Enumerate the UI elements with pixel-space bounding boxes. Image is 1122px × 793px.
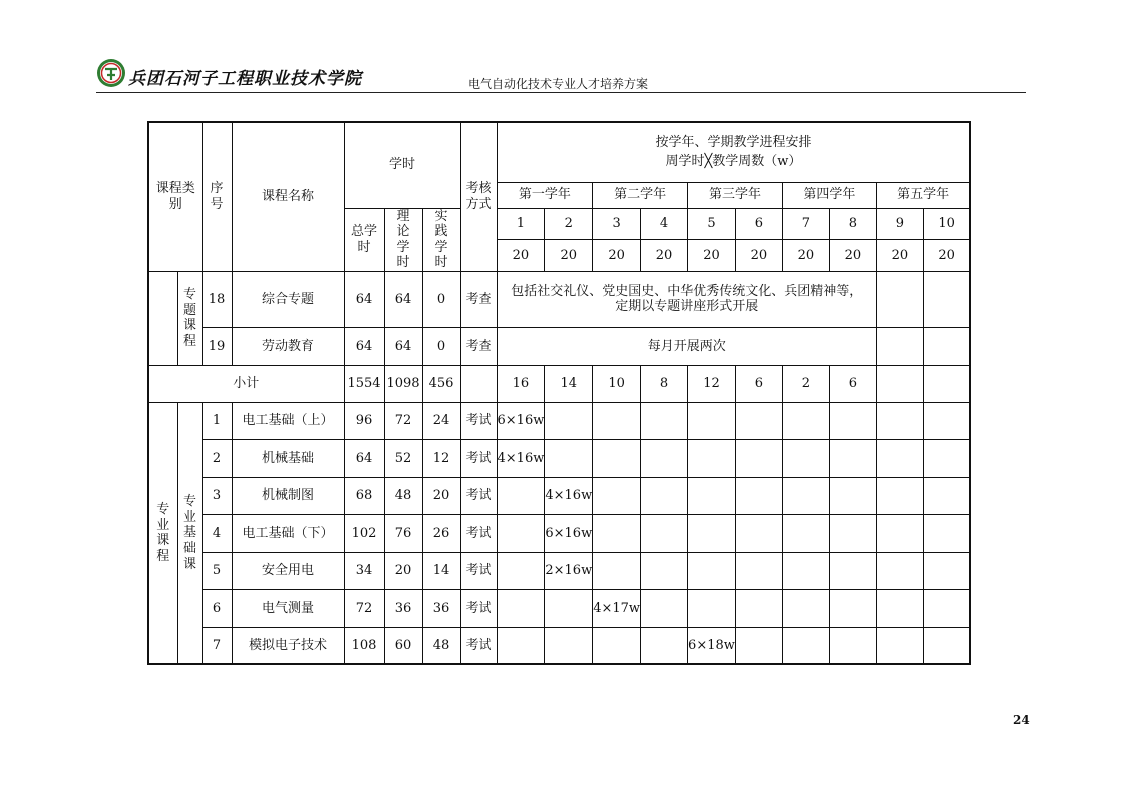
row-total-hours: 102 — [344, 514, 384, 552]
semester-cell — [782, 402, 829, 439]
semester-cell — [923, 271, 970, 327]
row-exam-method: 考试 — [460, 589, 497, 627]
row-course-name: 机械基础 — [232, 439, 344, 477]
header-weeks: 20 — [593, 240, 641, 272]
semester-cell — [545, 589, 593, 627]
semester-cell — [497, 589, 545, 627]
header-weeks: 20 — [923, 240, 970, 272]
sub-category-foundation: 专业基础课 — [177, 402, 202, 664]
row-seq: 2 — [202, 439, 232, 477]
subtotal-semester: 12 — [688, 365, 736, 402]
subtotal-semester: 8 — [641, 365, 688, 402]
semester-cell — [593, 477, 641, 514]
header-semester: 4 — [641, 208, 688, 240]
semester-cell — [735, 589, 782, 627]
header-weeks: 20 — [876, 240, 923, 272]
row-theory-hours: 76 — [384, 514, 422, 552]
header-semester: 1 — [497, 208, 545, 240]
semester-cell — [923, 589, 970, 627]
row-course-name: 安全用电 — [232, 552, 344, 589]
row-seq: 19 — [202, 327, 232, 365]
row-total-hours: 68 — [344, 477, 384, 514]
semester-cell — [876, 589, 923, 627]
header-weeks: 20 — [545, 240, 593, 272]
row-schedule-note: 每月开展两次 — [497, 327, 876, 365]
header-course-name: 课程名称 — [232, 122, 344, 271]
row-course-name: 电工基础（下） — [232, 514, 344, 552]
semester-cell — [782, 439, 829, 477]
semester-cell: 4×17w — [593, 589, 641, 627]
row-practice-hours: 36 — [422, 589, 460, 627]
semester-cell — [688, 589, 736, 627]
semester-cell — [641, 627, 688, 664]
semester-cell — [545, 402, 593, 439]
semester-cell — [735, 552, 782, 589]
semester-cell — [688, 477, 736, 514]
semester-cell — [593, 439, 641, 477]
row-exam-method: 考试 — [460, 552, 497, 589]
semester-cell — [876, 514, 923, 552]
semester-cell — [688, 402, 736, 439]
row-seq: 5 — [202, 552, 232, 589]
row-exam-method: 考查 — [460, 271, 497, 327]
header-weeks: 20 — [735, 240, 782, 272]
semester-cell — [782, 514, 829, 552]
semester-cell — [923, 402, 970, 439]
semester-cell — [876, 477, 923, 514]
row-course-name: 劳动教育 — [232, 327, 344, 365]
semester-cell — [545, 627, 593, 664]
row-practice-hours: 0 — [422, 327, 460, 365]
header-total-hours: 总学时 — [344, 208, 384, 271]
header-schedule: 按学年、学期教学进程安排 周学时╳教学周数（w） — [497, 122, 970, 182]
row-practice-hours: 26 — [422, 514, 460, 552]
row-seq: 7 — [202, 627, 232, 664]
semester-cell — [545, 439, 593, 477]
row-theory-hours: 64 — [384, 271, 422, 327]
semester-cell: 6×16w — [497, 402, 545, 439]
row-theory-hours: 52 — [384, 439, 422, 477]
row-exam-method: 考试 — [460, 439, 497, 477]
header-semester: 2 — [545, 208, 593, 240]
sub-category-topic: 专题课程 — [177, 271, 202, 365]
semester-cell — [876, 271, 923, 327]
semester-cell: 6×16w — [545, 514, 593, 552]
semester-cell — [688, 439, 736, 477]
semester-cell — [829, 589, 876, 627]
semester-cell — [593, 552, 641, 589]
school-logo-icon — [96, 58, 126, 88]
semester-cell — [688, 514, 736, 552]
page-header — [96, 58, 1026, 93]
row-practice-hours: 24 — [422, 402, 460, 439]
row-theory-hours: 64 — [384, 327, 422, 365]
page-number: 24 — [1013, 713, 1030, 727]
subtotal-semester — [923, 365, 970, 402]
semester-cell — [735, 514, 782, 552]
header-semester: 5 — [688, 208, 736, 240]
header-semester: 10 — [923, 208, 970, 240]
row-total-hours: 64 — [344, 439, 384, 477]
row-theory-hours: 20 — [384, 552, 422, 589]
subtotal-semester — [876, 365, 923, 402]
row-practice-hours: 48 — [422, 627, 460, 664]
row-theory-hours: 48 — [384, 477, 422, 514]
row-exam-method: 考查 — [460, 327, 497, 365]
row-course-name: 模拟电子技术 — [232, 627, 344, 664]
header-weeks: 20 — [688, 240, 736, 272]
row-schedule-note: 包括社交礼仪、党史国史、中华优秀传统文化、兵团精神等， 定期以专题讲座形式开展 — [497, 271, 876, 327]
row-seq: 1 — [202, 402, 232, 439]
semester-cell — [876, 552, 923, 589]
semester-cell: 4×16w — [497, 439, 545, 477]
semester-cell — [876, 402, 923, 439]
semester-cell — [923, 327, 970, 365]
header-practice-hours: 实践学时 — [422, 208, 460, 271]
semester-cell — [497, 552, 545, 589]
header-exam-method: 考核方式 — [460, 122, 497, 271]
semester-cell — [829, 477, 876, 514]
subtotal-practice-hours: 456 — [422, 365, 460, 402]
semester-cell: 4×16w — [545, 477, 593, 514]
semester-cell: 6×18w — [688, 627, 736, 664]
header-weeks: 20 — [782, 240, 829, 272]
semester-cell — [876, 627, 923, 664]
semester-cell — [923, 552, 970, 589]
row-exam-method: 考试 — [460, 627, 497, 664]
header-seq: 序号 — [202, 122, 232, 271]
semester-cell — [641, 552, 688, 589]
row-theory-hours: 36 — [384, 589, 422, 627]
semester-cell — [923, 477, 970, 514]
subtotal-semester: 6 — [829, 365, 876, 402]
header-year-1: 第一学年 — [497, 182, 593, 208]
row-seq: 4 — [202, 514, 232, 552]
row-total-hours: 64 — [344, 271, 384, 327]
semester-cell — [497, 477, 545, 514]
teaching-plan-table — [147, 121, 971, 665]
semester-cell — [876, 439, 923, 477]
semester-cell — [641, 589, 688, 627]
header-year-2: 第二学年 — [593, 182, 688, 208]
subtotal-label: 小计 — [148, 365, 344, 402]
category-major: 专业课程 — [148, 402, 177, 664]
row-total-hours: 64 — [344, 327, 384, 365]
semester-cell — [735, 439, 782, 477]
subtotal-semester: 2 — [782, 365, 829, 402]
header-semester: 7 — [782, 208, 829, 240]
subtotal-exam-blank — [460, 365, 497, 402]
semester-cell — [641, 402, 688, 439]
row-seq: 3 — [202, 477, 232, 514]
row-practice-hours: 20 — [422, 477, 460, 514]
subtotal-semester: 6 — [735, 365, 782, 402]
row-practice-hours: 12 — [422, 439, 460, 477]
semester-cell — [497, 514, 545, 552]
header-semester: 3 — [593, 208, 641, 240]
semester-cell — [923, 439, 970, 477]
semester-cell — [593, 627, 641, 664]
row-exam-method: 考试 — [460, 402, 497, 439]
subtotal-semester: 14 — [545, 365, 593, 402]
row-total-hours: 72 — [344, 589, 384, 627]
semester-cell — [876, 327, 923, 365]
semester-cell — [735, 477, 782, 514]
header-semester: 6 — [735, 208, 782, 240]
semester-cell — [641, 477, 688, 514]
category-cell-blank — [148, 271, 177, 365]
header-category: 课程类别 — [148, 122, 202, 271]
header-theory-hours: 理论学时 — [384, 208, 422, 271]
semester-cell — [735, 627, 782, 664]
row-course-name: 电气测量 — [232, 589, 344, 627]
semester-cell — [923, 627, 970, 664]
header-hours: 学时 — [344, 122, 460, 208]
header-weeks: 20 — [497, 240, 545, 272]
row-total-hours: 96 — [344, 402, 384, 439]
header-year-4: 第四学年 — [782, 182, 876, 208]
row-course-name: 电工基础（上） — [232, 402, 344, 439]
header-semester: 9 — [876, 208, 923, 240]
semester-cell — [735, 402, 782, 439]
row-seq: 6 — [202, 589, 232, 627]
row-exam-method: 考试 — [460, 514, 497, 552]
semester-cell — [829, 439, 876, 477]
header-year-5: 第五学年 — [876, 182, 970, 208]
header-semester: 8 — [829, 208, 876, 240]
row-seq: 18 — [202, 271, 232, 327]
row-total-hours: 108 — [344, 627, 384, 664]
semester-cell — [782, 589, 829, 627]
semester-cell — [782, 627, 829, 664]
semester-cell — [923, 514, 970, 552]
subtotal-theory-hours: 1098 — [384, 365, 422, 402]
semester-cell — [497, 627, 545, 664]
row-course-name: 机械制图 — [232, 477, 344, 514]
semester-cell — [782, 477, 829, 514]
header-weeks: 20 — [641, 240, 688, 272]
subtotal-semester: 10 — [593, 365, 641, 402]
document-title: 电气自动化技术专业人才培养方案 — [468, 77, 649, 91]
semester-cell: 2×16w — [545, 552, 593, 589]
semester-cell — [829, 402, 876, 439]
semester-cell — [641, 439, 688, 477]
semester-cell — [688, 552, 736, 589]
semester-cell — [829, 552, 876, 589]
semester-cell — [782, 552, 829, 589]
school-name: 兵团石河子工程职业技术学院 — [128, 69, 362, 89]
header-weeks: 20 — [829, 240, 876, 272]
row-practice-hours: 14 — [422, 552, 460, 589]
row-total-hours: 34 — [344, 552, 384, 589]
semester-cell — [829, 514, 876, 552]
header-year-3: 第三学年 — [688, 182, 783, 208]
row-theory-hours: 72 — [384, 402, 422, 439]
semester-cell — [593, 514, 641, 552]
subtotal-total-hours: 1554 — [344, 365, 384, 402]
row-theory-hours: 60 — [384, 627, 422, 664]
row-practice-hours: 0 — [422, 271, 460, 327]
row-exam-method: 考试 — [460, 477, 497, 514]
semester-cell — [593, 402, 641, 439]
semester-cell — [829, 627, 876, 664]
row-course-name: 综合专题 — [232, 271, 344, 327]
subtotal-semester: 16 — [497, 365, 545, 402]
semester-cell — [641, 514, 688, 552]
